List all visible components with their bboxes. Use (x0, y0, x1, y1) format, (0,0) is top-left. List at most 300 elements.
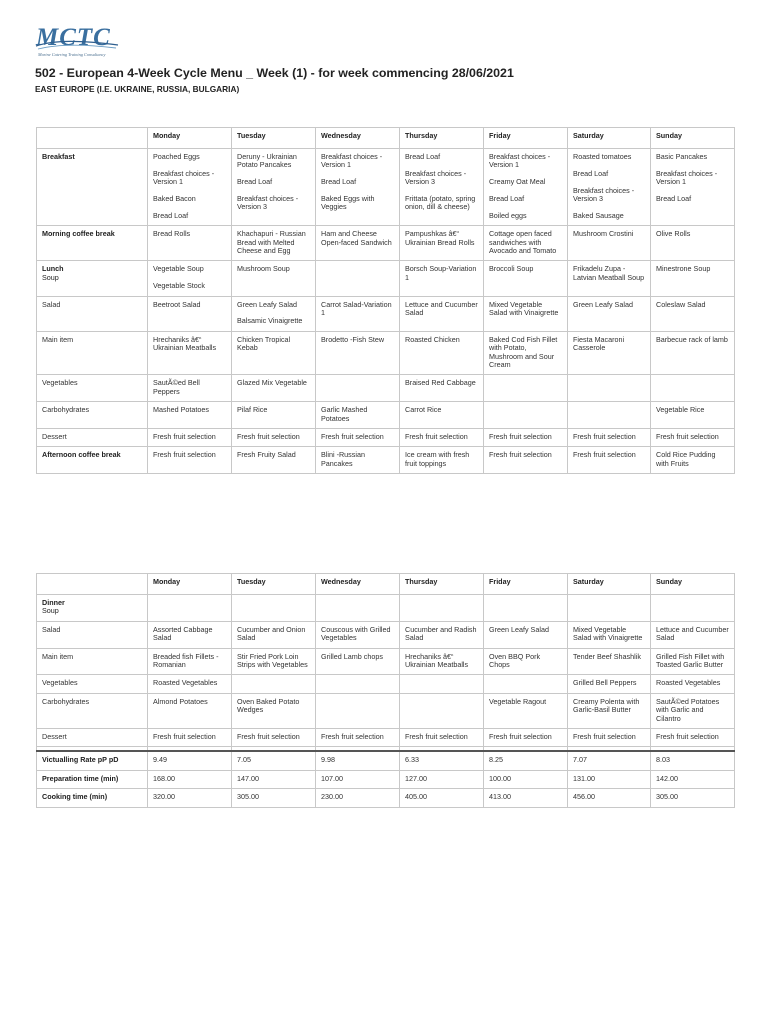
dish-item: Mushroom Soup (237, 264, 290, 274)
dish-cell (400, 621, 484, 648)
stats-value: 305.00 (651, 789, 735, 807)
stats-value: 9.98 (316, 751, 400, 770)
menu-table-dinner (36, 573, 735, 808)
dish-cell (316, 375, 400, 402)
dish-item: Coleslaw Salad (656, 299, 706, 309)
meal-label-text: Salad (42, 624, 61, 634)
dish-item: Ice cream with fresh fruit toppings (405, 450, 470, 468)
dish-item: Minestrone Soup (656, 264, 711, 274)
dish-cell (148, 261, 232, 296)
dish-cell (651, 447, 735, 474)
dish-cell (568, 375, 651, 402)
dish-item: Roasted Vegetables (153, 678, 218, 688)
dish-cell (568, 729, 651, 747)
dish-item: Fresh fruit selection (656, 432, 719, 442)
stats-value: 405.00 (400, 789, 484, 807)
dish-cell (232, 621, 316, 648)
dish-cell (400, 693, 484, 728)
dish-cell (148, 429, 232, 447)
meal-label-text: Dessert (42, 732, 67, 742)
dish-cell (148, 648, 232, 675)
dish-item: Lettuce and Cucumber Salad (656, 624, 729, 643)
dish-item: Couscous with Grilled Vegetables (321, 624, 391, 643)
dish-cell (232, 226, 316, 261)
day-header: Tuesday (232, 128, 316, 149)
dish-item: Braised Red Cabbage (405, 378, 476, 388)
dish-cell (316, 402, 400, 429)
dish-item: Carrot Salad-Variation 1 (321, 299, 392, 318)
dish-item: Breakfast choices - Version 1 (489, 152, 551, 170)
dish-item: Boiled eggs (489, 210, 527, 220)
dish-cell (484, 675, 568, 693)
meal-label (37, 648, 148, 675)
stats-value: 6.33 (400, 751, 484, 770)
dish-cell (651, 296, 735, 331)
dish-item: Green Leafy Salad (237, 299, 297, 309)
day-header: Wednesday (316, 128, 400, 149)
day-header: Sunday (651, 574, 735, 595)
dish-cell (316, 226, 400, 261)
dish-cell (400, 648, 484, 675)
dish-cell (484, 402, 568, 429)
dish-cell (232, 595, 316, 622)
dish-cell (568, 149, 651, 226)
dish-cell (568, 296, 651, 331)
stats-label: Preparation time (min) (37, 770, 148, 788)
logo-tagline: Marine Catering Training Consultancy (38, 52, 106, 57)
stats-value: 107.00 (316, 770, 400, 788)
dish-item: Beetroot Salad (153, 299, 201, 309)
menu-row (37, 375, 735, 402)
dish-item: Green Leafy Salad (489, 624, 549, 634)
dish-item: Cucumber and Radish Salad (405, 624, 477, 643)
stats-value: 8.25 (484, 751, 568, 770)
day-header: Saturday (568, 574, 651, 595)
dish-item: Fresh fruit selection (489, 732, 552, 742)
dish-item: Roasted Chicken (405, 334, 460, 344)
dish-item: Baked Eggs with Veggies (321, 194, 375, 212)
dish-cell (400, 331, 484, 375)
menu-row (37, 729, 735, 747)
dish-item: Balsamic Vinaigrette (237, 316, 303, 326)
stats-value: 127.00 (400, 770, 484, 788)
meal-label (37, 331, 148, 375)
dish-item: Fresh fruit selection (656, 732, 719, 742)
dish-cell (484, 296, 568, 331)
dish-item: Bread Loaf (405, 152, 441, 161)
dish-cell (148, 447, 232, 474)
day-header: Tuesday (232, 574, 316, 595)
dish-cell (400, 595, 484, 622)
dish-cell (568, 693, 651, 728)
dish-cell (232, 648, 316, 675)
meal-label (37, 375, 148, 402)
dish-item: Fresh fruit selection (237, 432, 300, 442)
dish-cell (232, 729, 316, 747)
dish-item: Fresh fruit selection (321, 432, 384, 442)
stats-label: Cooking time (min) (37, 789, 148, 807)
dish-cell (651, 621, 735, 648)
dish-cell (651, 675, 735, 693)
corner-cell (37, 574, 148, 595)
dish-item: Frikadelu Zupa - Latvian Meatball Soup (573, 264, 645, 282)
day-header: Thursday (400, 574, 484, 595)
day-header: Sunday (651, 128, 735, 149)
dish-item: Basic Pancakes (656, 152, 708, 161)
dish-item: Almond Potatoes (153, 696, 208, 706)
dish-cell (400, 429, 484, 447)
stats-value: 142.00 (651, 770, 735, 788)
dish-item: Breakfast choices - Version 3 (573, 185, 635, 203)
menu-row (37, 331, 735, 375)
dish-item: Poached Eggs (153, 152, 200, 161)
dish-cell (148, 149, 232, 226)
dish-item: Oven Baked Potato Wedges (237, 696, 300, 715)
dish-cell (232, 296, 316, 331)
dish-item: Fresh fruit selection (153, 450, 216, 460)
dish-cell (568, 675, 651, 693)
dish-item: Fresh fruit selection (405, 432, 468, 442)
dish-item: Breakfast choices - Version 3 (237, 194, 299, 212)
dish-item: Ham and Cheese Open-faced Sandwich (321, 229, 392, 247)
dish-item: Hrechaniks â€“ Ukrainian Meatballs (153, 334, 217, 353)
dish-item: Blini -Russian Pancakes (321, 450, 365, 468)
dish-item: Grilled Lamb chops (321, 651, 383, 661)
dish-cell (148, 375, 232, 402)
dish-item: Bread Loaf (237, 177, 273, 187)
dish-cell (232, 693, 316, 728)
dish-item: Fresh fruit selection (153, 732, 216, 742)
dish-item: Khachapuri - Russian Bread with Melted Cheese and Egg (237, 229, 306, 256)
meal-label-text: Main item (42, 651, 74, 661)
dish-item: Bread Loaf (321, 177, 357, 187)
dish-cell (484, 331, 568, 375)
stats-value: 7.07 (568, 751, 651, 770)
dish-item: Fresh fruit selection (573, 432, 636, 442)
meal-label (37, 149, 148, 226)
dish-cell (232, 447, 316, 474)
day-header: Thursday (400, 128, 484, 149)
dish-item: Grilled Bell Peppers (573, 678, 637, 688)
dish-item: Creamy Polenta with Garlic-Basil Butter (573, 696, 640, 715)
dish-cell (400, 149, 484, 226)
dish-cell (316, 296, 400, 331)
dish-cell (400, 296, 484, 331)
dish-item: Garlic Mashed Potatoes (321, 405, 368, 423)
meal-label (37, 621, 148, 648)
meal-label (37, 296, 148, 331)
dish-cell (232, 331, 316, 375)
dish-cell (316, 648, 400, 675)
dish-cell (484, 261, 568, 296)
day-header-row (37, 128, 735, 149)
dish-cell (148, 675, 232, 693)
dish-cell (232, 402, 316, 429)
dish-cell (651, 402, 735, 429)
dish-cell (316, 595, 400, 622)
dish-item: Fresh fruit selection (321, 732, 384, 742)
meal-label (37, 402, 148, 429)
stats-value: 7.05 (232, 751, 316, 770)
meal-label-text: Morning coffee break (42, 229, 115, 239)
dish-item: Olive Rolls (656, 229, 691, 239)
meal-label-text: Carbohydrates (42, 696, 90, 706)
dish-item: Grilled Fish Fillet with Toasted Garlic Butter (656, 651, 725, 670)
dish-cell (484, 693, 568, 728)
dish-item: Roasted Vegetables (656, 678, 721, 688)
dish-cell (651, 693, 735, 728)
dish-cell (316, 729, 400, 747)
dish-cell (316, 149, 400, 226)
dish-item: Breakfast choices - Version 3 (405, 168, 467, 187)
dish-item: Baked Sausage (573, 210, 624, 220)
dish-item: Breaded fish Fillets - Romanian (153, 651, 219, 670)
page-subtitle: EAST EUROPE (I.E. UKRAINE, RUSSIA, BULGARIA) (35, 84, 240, 94)
stats-value: 305.00 (232, 789, 316, 807)
dish-item: Cottage open faced sandwiches with Avocado and Tomato (489, 229, 557, 256)
dish-cell (484, 149, 568, 226)
dish-item: Barbecue rack of lamb (656, 334, 728, 344)
meal-label-text: Salad (42, 299, 61, 309)
menu-row (37, 648, 735, 675)
day-header: Monday (148, 574, 232, 595)
dish-cell (316, 693, 400, 728)
dish-item: Mixed Vegetable Salad with Vinaigrette (489, 299, 559, 318)
stats-row (37, 751, 735, 770)
dish-item: Bread Loaf (656, 194, 692, 203)
dish-cell (568, 261, 651, 296)
meal-label-text: Carbohydrates (42, 405, 90, 415)
dish-item: Chicken Tropical Kebab (237, 334, 291, 353)
dish-cell (148, 226, 232, 261)
dish-cell (400, 729, 484, 747)
dish-item: Lettuce and Cucumber Salad (405, 299, 478, 318)
dish-item: Vegetable Rice (656, 405, 705, 415)
stats-label: Victualling Rate pP pD (37, 751, 148, 770)
stats-value: 413.00 (484, 789, 568, 807)
dish-item: Mushroom Crostini (573, 229, 634, 239)
meal-label (37, 429, 148, 447)
meal-label (37, 261, 148, 296)
stats-value: 9.49 (148, 751, 232, 770)
dish-item: Deruny - Ukrainian Potato Pancakes (237, 152, 297, 170)
dish-item: Baked Cod Fish Fillet with Potato, Mushroom and Sour Cream (489, 334, 558, 370)
dish-cell (148, 693, 232, 728)
dish-cell (484, 447, 568, 474)
corner-cell (37, 128, 148, 149)
menu-row (37, 693, 735, 728)
dish-item: Fresh fruit selection (573, 732, 636, 742)
dish-cell (232, 261, 316, 296)
dish-item: Fresh fruit selection (489, 432, 552, 442)
dish-cell (568, 595, 651, 622)
menu-table-daytime (36, 127, 735, 474)
dish-item: Mixed Vegetable Salad with Vinaigrette (573, 624, 643, 643)
dish-item: Breakfast choices - Version 1 (321, 152, 383, 170)
dish-cell (400, 226, 484, 261)
dish-cell (651, 226, 735, 261)
menu-row (37, 595, 735, 622)
dish-cell (232, 429, 316, 447)
dish-cell (148, 331, 232, 375)
dish-cell (484, 648, 568, 675)
stats-value: 131.00 (568, 770, 651, 788)
meal-label-text: Main item (42, 334, 74, 344)
dish-cell (568, 226, 651, 261)
dish-item: Fresh fruit selection (489, 450, 552, 460)
dish-cell (148, 595, 232, 622)
dish-cell (568, 648, 651, 675)
dish-cell (484, 621, 568, 648)
day-header: Wednesday (316, 574, 400, 595)
dish-cell (484, 226, 568, 261)
meal-label-text: Dinner (42, 598, 65, 607)
dish-item: Bread Loaf (153, 210, 189, 220)
dish-cell (484, 595, 568, 622)
dish-cell (568, 331, 651, 375)
dish-cell (651, 729, 735, 747)
dish-cell (316, 429, 400, 447)
dish-item: Carrot Rice (405, 405, 442, 415)
dish-cell (232, 375, 316, 402)
stats-row (37, 770, 735, 788)
dish-cell (148, 729, 232, 747)
dish-item: Pilaf Rice (237, 405, 268, 415)
stats-row (37, 789, 735, 807)
dish-cell (568, 429, 651, 447)
dish-cell (400, 402, 484, 429)
dish-cell (651, 595, 735, 622)
dish-cell (651, 149, 735, 226)
dish-item: Cucumber and Onion Salad (237, 624, 306, 643)
dish-cell (148, 621, 232, 648)
meal-label (37, 675, 148, 693)
dish-item: Breakfast choices - Version 1 (153, 168, 215, 187)
dish-cell (568, 402, 651, 429)
dish-cell (400, 447, 484, 474)
meal-label (37, 447, 148, 474)
dish-item: Fresh fruit selection (153, 432, 216, 442)
dish-cell (400, 375, 484, 402)
dish-item: Glazed Mix Vegetable (237, 378, 307, 388)
dish-item: Assorted Cabbage Salad (153, 624, 213, 643)
stats-value: 456.00 (568, 789, 651, 807)
dish-item: Stir Fried Pork Loin Strips with Vegetables (237, 651, 308, 670)
dish-item: Pampushkas â€“ Ukrainian Bread Rolls (405, 229, 475, 247)
day-header: Saturday (568, 128, 651, 149)
dish-item: Broccoli Soup (489, 264, 534, 274)
dish-cell (148, 402, 232, 429)
dish-cell (316, 261, 400, 296)
dish-cell (316, 447, 400, 474)
dish-item: Brodetto -Fish Stew (321, 334, 385, 344)
meal-label-text: Breakfast (42, 152, 75, 161)
dish-item: Frittata (potato, spring onion, dill & cheese) (405, 194, 476, 212)
dish-item: Bread Rolls (153, 229, 191, 239)
dish-item: Vegetable Ragout (489, 696, 547, 706)
dish-item: Mashed Potatoes (153, 405, 209, 415)
day-header: Friday (484, 128, 568, 149)
menu-row (37, 261, 735, 296)
day-header: Monday (148, 128, 232, 149)
dish-cell (232, 149, 316, 226)
day-header: Friday (484, 574, 568, 595)
meal-label (37, 729, 148, 747)
dish-item: Oven BBQ Pork Chops (489, 651, 541, 670)
dish-item: Cold Rice Pudding with Fruits (656, 450, 716, 468)
stats-value: 320.00 (148, 789, 232, 807)
dish-cell (484, 429, 568, 447)
menu-row (37, 429, 735, 447)
meal-sublabel: Soup (42, 606, 59, 616)
meal-label-text: Dessert (42, 432, 67, 442)
meal-sublabel: Soup (42, 272, 59, 282)
dish-item: SautÃ©ed Potatoes with Garlic and Cilantro (656, 696, 720, 723)
meal-label-text: Lunch (42, 264, 64, 274)
meal-label (37, 693, 148, 728)
dish-item: Fresh Fruity Salad (237, 450, 296, 460)
menu-row (37, 402, 735, 429)
dish-cell (148, 296, 232, 331)
dish-item: Hrechaniks â€“ Ukrainian Meatballs (405, 651, 469, 670)
dish-item: Borsch Soup-Variation 1 (405, 264, 477, 282)
menu-row (37, 226, 735, 261)
meal-label (37, 226, 148, 261)
dish-item: Baked Bacon (153, 194, 196, 203)
dish-cell (651, 375, 735, 402)
stats-value: 100.00 (484, 770, 568, 788)
dish-cell (316, 621, 400, 648)
dish-item: Fiesta Macaroni Casserole (573, 334, 625, 353)
dish-cell (484, 375, 568, 402)
dish-item: Fresh fruit selection (237, 732, 300, 742)
dish-cell (316, 331, 400, 375)
dish-item: Creamy Oat Meal (489, 177, 546, 187)
menu-row (37, 675, 735, 693)
dish-item: Green Leafy Salad (573, 299, 633, 309)
dish-cell (484, 729, 568, 747)
dish-cell (316, 675, 400, 693)
meal-label (37, 595, 148, 622)
stats-value: 147.00 (232, 770, 316, 788)
menu-row (37, 447, 735, 474)
meal-label-text: Vegetables (42, 378, 78, 388)
day-header-row (37, 574, 735, 595)
meal-label-text: Afternoon coffee break (42, 450, 121, 460)
page-title: 502 - European 4-Week Cycle Menu _ Week (1) - for week commencing 28/06/2021 (35, 66, 514, 80)
dish-cell (400, 675, 484, 693)
stats-value: 230.00 (316, 789, 400, 807)
dish-item: Tender Beef Shashlik (573, 651, 641, 661)
dish-cell (568, 621, 651, 648)
logo-wordmark: MCTC (36, 24, 111, 51)
dish-cell (400, 261, 484, 296)
dish-item: SautÃ©ed Bell Peppers (153, 378, 200, 396)
dish-item: Bread Loaf (573, 168, 609, 178)
menu-row (37, 149, 735, 226)
menu-row (37, 621, 735, 648)
dish-cell (651, 429, 735, 447)
dish-cell (232, 675, 316, 693)
dish-item: Breakfast choices - Version 1 (656, 168, 718, 187)
stats-value: 168.00 (148, 770, 232, 788)
dish-item: Fresh fruit selection (573, 450, 636, 460)
dish-item: Vegetable Soup (153, 264, 204, 274)
dish-cell (568, 447, 651, 474)
dish-item: Vegetable Stock (153, 281, 205, 291)
stats-value: 8.03 (651, 751, 735, 770)
dish-item: Bread Loaf (489, 194, 525, 203)
